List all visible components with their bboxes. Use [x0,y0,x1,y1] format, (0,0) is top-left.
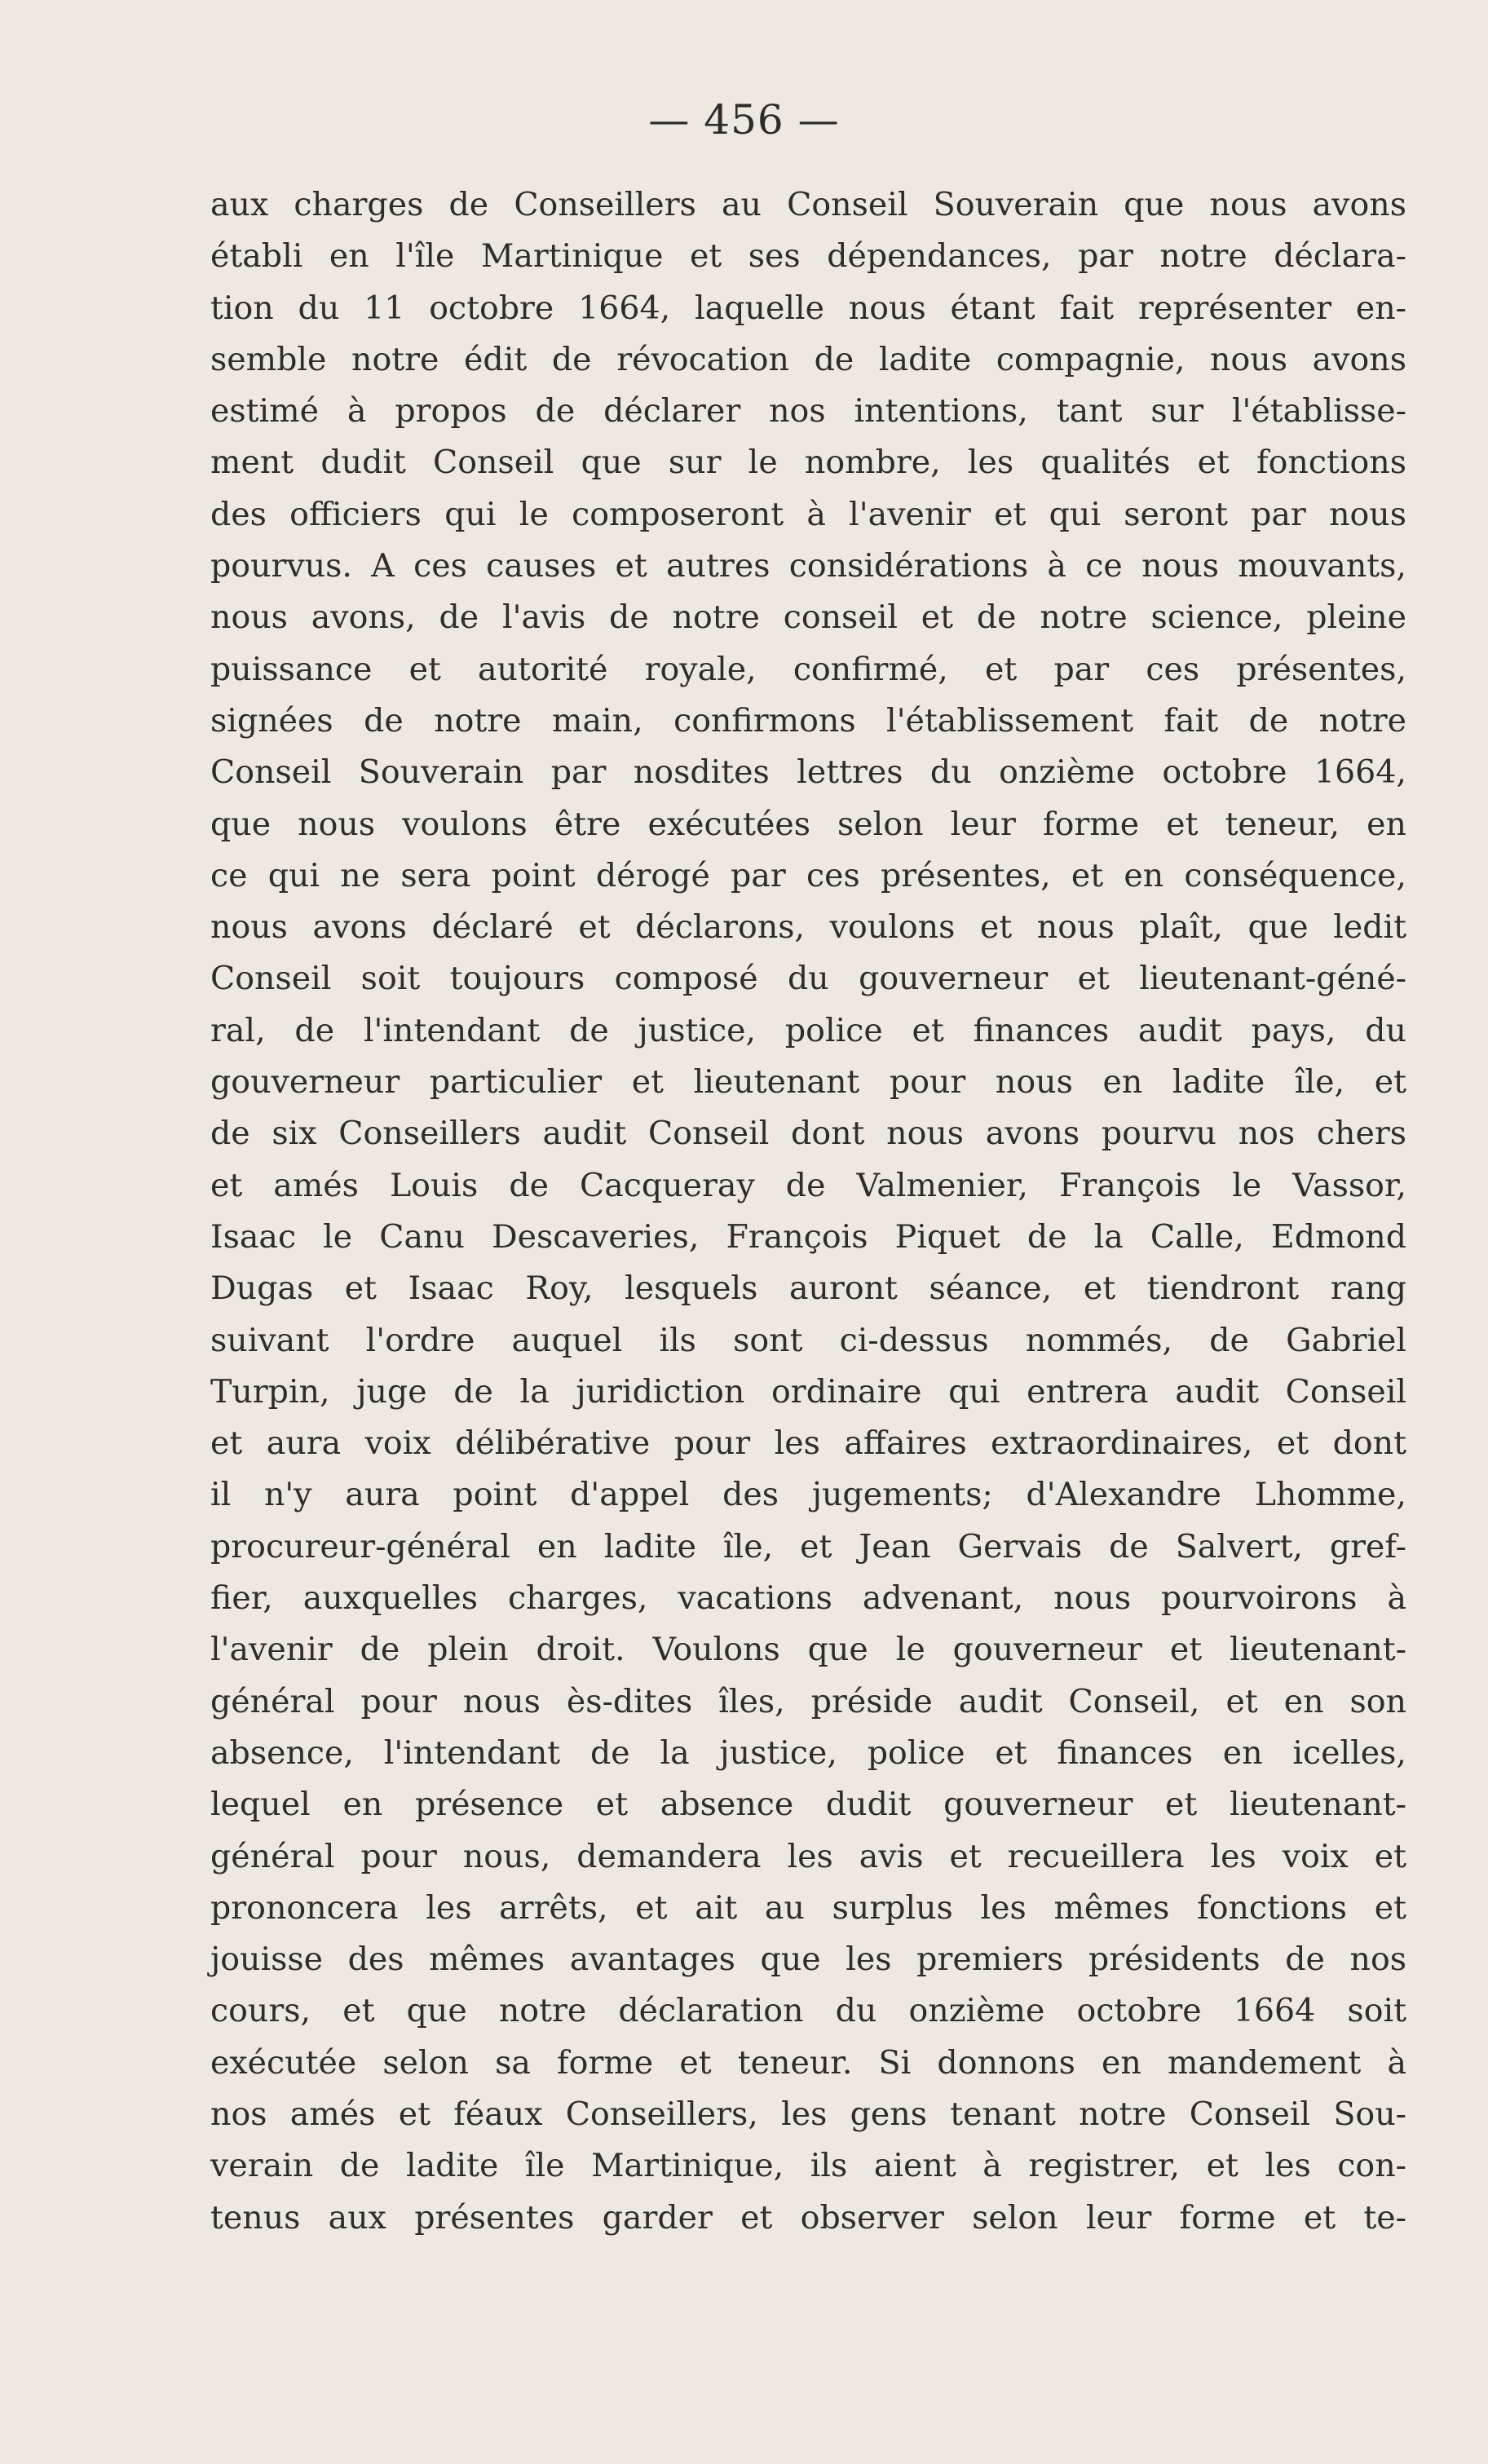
page-number: — 456 — [648,96,840,144]
text-line: fier, auxquelles charges, vacations advenant, nous pourvoirons à [210,1579,1406,1618]
text-line: Conseil soit toujours composé du gouverneur et lieutenant-géné- [210,960,1406,998]
text-line: puissance et autorité royale, confirmé, et par ces présentes, [210,650,1406,688]
text-line: ce qui ne sera point dérogé par ces présentes, et en conséquence, [210,856,1406,894]
text-line: aux charges de Conseillers au Conseil Souverain que nous avons [210,186,1406,223]
text-line: il n'y aura point d'appel des jugements; d'Alexandre Lhomme, [210,1476,1406,1514]
text-line: de six Conseillers audit Conseil dont nous avons pourvu nos chers [210,1115,1406,1153]
text-line: nous avons, de l'avis de notre conseil et de notre science, pleine [210,598,1406,637]
text-line: ment dudit Conseil que sur le nombre, les qualités et fonctions [210,444,1406,482]
text-line: jouisse des mêmes avantages que les premiers présidents de nos [210,1941,1406,1979]
text-line: prononcera les arrêts, et ait au surplus les mêmes fonctions et [210,1888,1406,1927]
text-line: que nous voulons être exécutées selon leur forme et teneur, en [210,805,1406,843]
text-line: suivant l'ordre auquel ils sont ci-dessus nommés, de Gabriel [210,1321,1406,1359]
text-line: Isaac le Canu Descaveries, François Piquet de la Calle, Edmond [210,1217,1406,1256]
text-line: semble notre édit de révocation de ladite compagnie, nous avons [210,340,1406,378]
text-line: établi en l'île Martinique et ses dépendances, par notre déclara- [210,237,1406,276]
text-line: ral, de l'intendant de justice, police et finances audit pays, du [210,1011,1406,1049]
text-line: Dugas et Isaac Roy, lesquels auront séance, et tiendront rang [210,1270,1406,1308]
text-line: l'avenir de plein droit. Voulons que le gouverneur et lieutenant- [210,1631,1406,1669]
text-line: lequel en présence et absence dudit gouverneur et lieutenant- [210,1786,1406,1824]
text-line: nos amés et féaux Conseillers, les gens tenant notre Conseil Sou- [210,2095,1406,2133]
text-line: nous avons déclaré et déclarons, voulons et nous plaît, que ledit [210,908,1406,947]
text-line: et aura voix délibérative pour les affaires extraordinaires, et dont [210,1424,1406,1463]
text-line: et amés Louis de Cacqueray de Valmenier, François le Vassor, [210,1166,1406,1204]
text-line: gouverneur particulier et lieutenant pour nous en ladite île, et [210,1063,1406,1102]
text-line: pourvus. A ces causes et autres considérations à ce nous mouvants, [210,547,1406,585]
text-line: procureur-général en ladite île, et Jean Gervais de Salvert, gref- [210,1527,1406,1565]
text-line: des officiers qui le composeront à l'avenir et qui seront par nous [210,495,1406,533]
text-line: Conseil Souverain par nosdites lettres du onzième octobre 1664, [210,753,1406,792]
text-line: signées de notre main, confirmons l'établissement fait de notre [210,701,1406,740]
text-line: verain de ladite île Martinique, ils aient à registrer, et les con- [210,2147,1406,2185]
text-line: estimé à propos de déclarer nos intentions, tant sur l'établisse- [210,392,1406,431]
text-line: tion du 11 octobre 1664, laquelle nous étant fait représenter en- [210,289,1406,327]
text-line: tenus aux présentes garder et observer selon leur forme et te- [210,2198,1406,2237]
text-line: général pour nous ès-dites îles, préside audit Conseil, et en son [210,1682,1406,1720]
body-text [210,179,1406,2244]
text-line: cours, et que notre déclaration du onzième octobre 1664 soit [210,1992,1406,2030]
text-line: général pour nous, demandera les avis et recueillera les voix et [210,1837,1406,1875]
text-line: absence, l'intendant de la justice, police et finances en icelles, [210,1733,1406,1772]
text-line: exécutée selon sa forme et teneur. Si donnons en mandement à [210,2043,1406,2082]
text-line: Turpin, juge de la juridiction ordinaire qui entrera audit Conseil [210,1372,1406,1411]
